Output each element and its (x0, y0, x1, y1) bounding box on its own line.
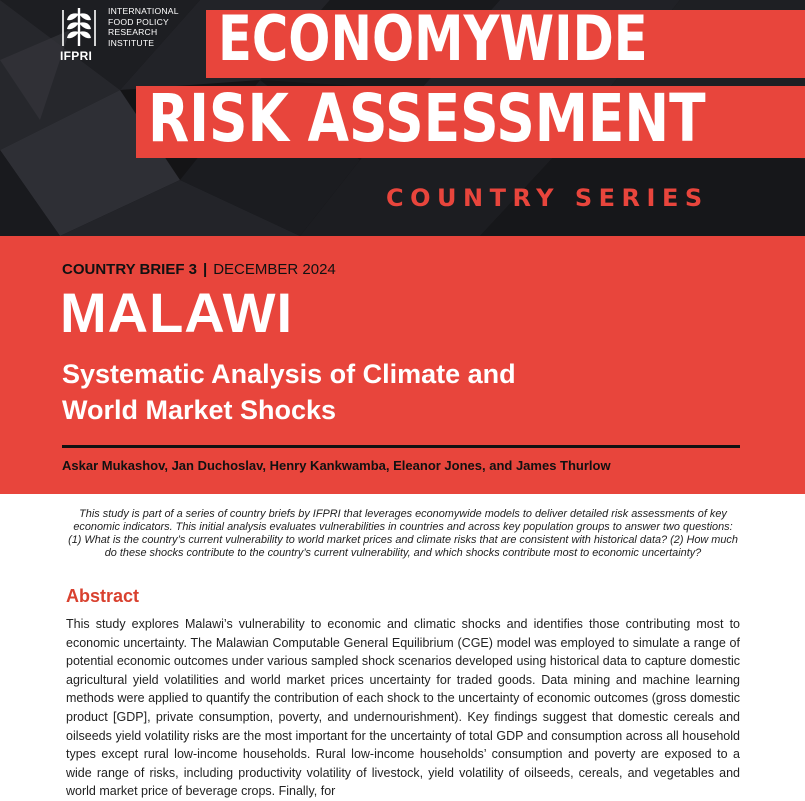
cover-banner (0, 0, 805, 236)
brief-date: DECEMBER 2024 (213, 261, 336, 278)
series-description: This study is part of a series of country briefs by IFPRI that leverages economywide models to deliver detailed risk assessments of key economic indicators. This initial analysis evaluates vulnerabilities in countries and across key population groups to answer two questions: (1) What is the country’s current vulnerability to world market prices and climate risks that are consistent with historical data? (2) How much do these shocks contribute to the country’s current vulnerability, and which shocks contribute most to economic uncertainty? (68, 508, 738, 559)
ifpri-wheat-logo-icon (60, 6, 98, 48)
ifpri-logo-text: INTERNATIONAL FOOD POLICY RESEARCH INSTITUTE (108, 6, 179, 48)
abstract-text: This study explores Malawi’s vulnerability to economic and climatic shocks and identifies those contributing most to economic uncertainty. The Malawian Computable General Equilibrium (CGE) model was employed to simulate a range of potential economic outcomes under various sampled shock scenarios developed using historical data to capture domestic agricultural yield volatilities and world market prices uncertainty for traded goods. Data mining and machine learning methods were applied to quantify the contribution of each shock to the uncertainty of economic outcomes (gross domestic product [GDP], private consumption, poverty, and undernourishment). Key findings suggest that domestic cereals and oilseeds yield volatility risks are the most important for the uncertainty of total GDP and consumption across all household types except rural low-income households. Rural low-income households’ consumption and poverty are exposed to a wide range of risks, including productivity volatility of livestock, yield volatility of oilseeds, cereals, and vegetables and world market price of beverage crops. Finally, for (66, 617, 740, 799)
brief-number: COUNTRY BRIEF 3 (62, 261, 198, 278)
divider (62, 445, 740, 448)
brief-subtitle: Systematic Analysis of Climate and World Market Shocks (62, 359, 516, 425)
ifpri-abbreviation: IFPRI (60, 49, 93, 63)
title-panel (0, 236, 805, 494)
report-title-line-1: ECONOMYWIDE (218, 2, 648, 75)
ifpri-logo (60, 6, 190, 68)
series-label: COUNTRY SERIES (386, 184, 709, 212)
brief-info (62, 261, 336, 278)
author-list: Askar Mukashov, Jan Duchoslav, Henry Kankwamba, Eleanor Jones, and James Thurlow (62, 458, 611, 473)
report-title-line-2: RISK ASSESSMENT (148, 80, 706, 157)
brief-separator: | (203, 261, 208, 278)
country-name: MALAWI (60, 281, 294, 344)
abstract-heading: Abstract (66, 586, 140, 606)
